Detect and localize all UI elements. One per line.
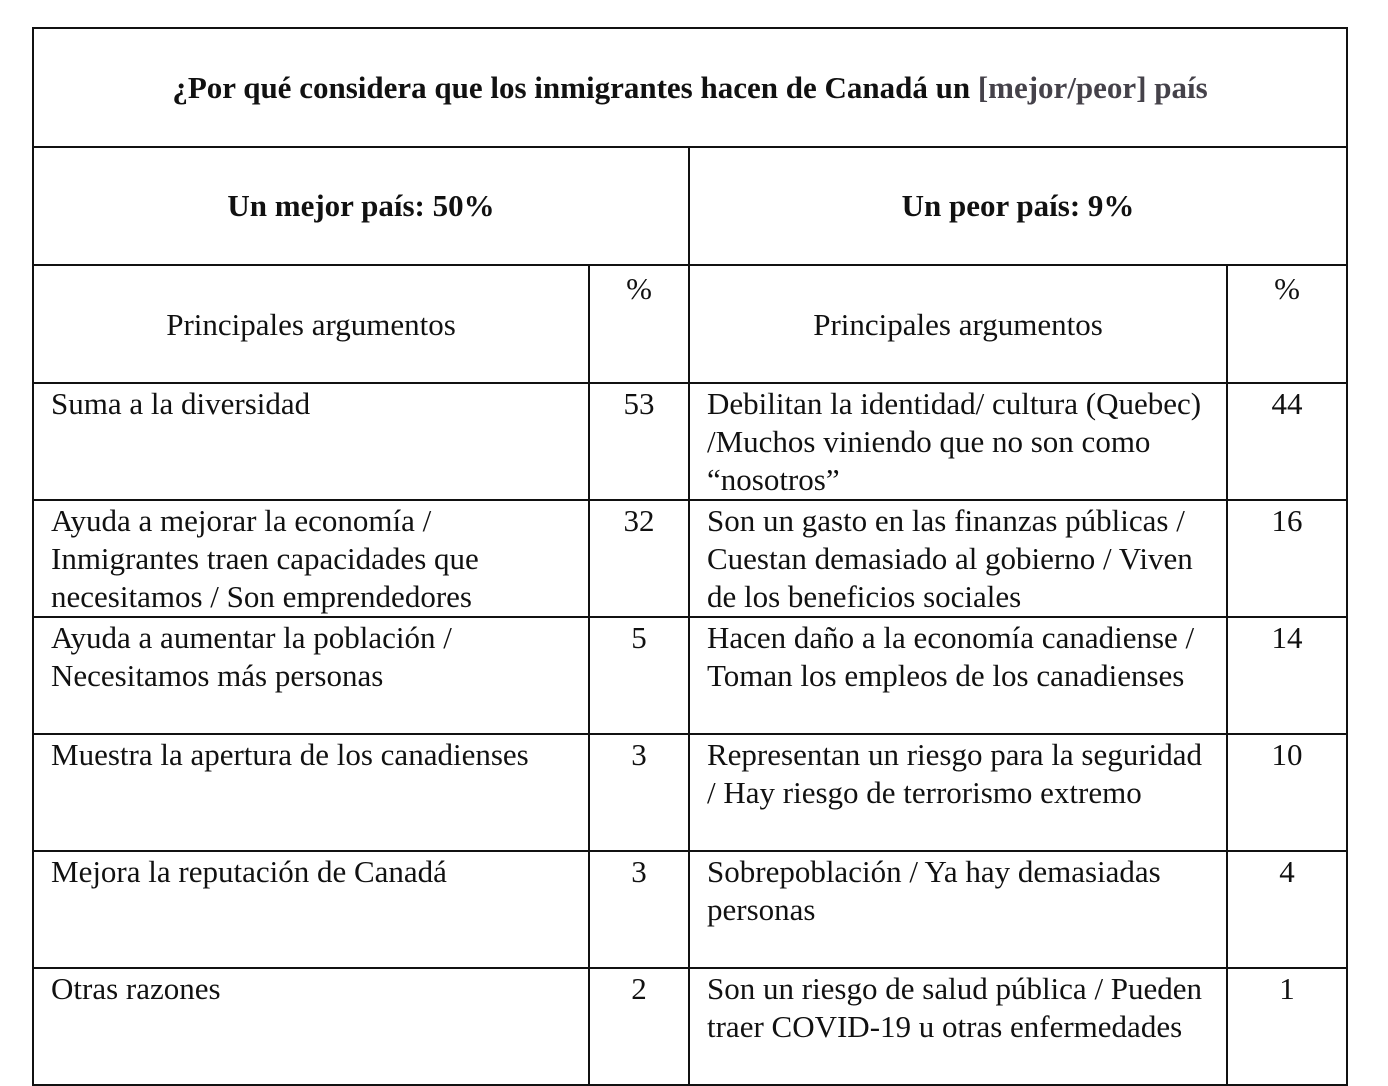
table-row	[33, 851, 1347, 968]
title-accent: [mejor/peor] país	[977, 69, 1208, 105]
better-argument: Muestra la apertura de los canadienses	[33, 734, 589, 851]
survey-table	[32, 27, 1348, 1086]
table-row	[33, 968, 1347, 1085]
better-percent: 3	[589, 734, 689, 851]
worse-argument: Debilitan la identidad/ cultura (Quebec) /Muchos viniendo que no son como “nosotros”	[689, 383, 1227, 500]
better-argument: Otras razones	[33, 968, 589, 1085]
better-heading: Un mejor país: 50%	[33, 147, 689, 265]
table-row	[33, 617, 1347, 734]
worse-percent: 14	[1227, 617, 1347, 734]
title-prefix: ¿Por qué considera que los inmigrantes hacen de Canadá un	[172, 69, 978, 105]
better-column-header	[33, 265, 589, 383]
worse-column-header	[689, 265, 1227, 383]
subheading-row	[33, 147, 1347, 265]
worse-argument: Hacen daño a la economía canadiense / Toman los empleos de los canadienses	[689, 617, 1227, 734]
table-row	[33, 734, 1347, 851]
worse-pct-header: %	[1227, 265, 1347, 383]
worse-percent: 10	[1227, 734, 1347, 851]
better-argument: Suma a la diversidad	[33, 383, 589, 500]
table-row	[33, 500, 1347, 617]
title-row	[33, 28, 1347, 147]
table-title	[33, 28, 1347, 147]
worse-percent: 16	[1227, 500, 1347, 617]
worse-argument: Representan un riesgo para la seguridad / Hay riesgo de terrorismo extremo	[689, 734, 1227, 851]
worse-percent: 1	[1227, 968, 1347, 1085]
better-column-label: Principales argumentos	[166, 307, 456, 342]
better-pct-header: %	[589, 265, 689, 383]
better-argument: Ayuda a aumentar la población / Necesitamos más personas	[33, 617, 589, 734]
column-header-row	[33, 265, 1347, 383]
worse-column-label: Principales argumentos	[813, 307, 1103, 342]
worse-heading: Un peor país: 9%	[689, 147, 1347, 265]
better-argument: Mejora la reputación de Canadá	[33, 851, 589, 968]
better-percent: 32	[589, 500, 689, 617]
better-percent: 3	[589, 851, 689, 968]
worse-percent: 44	[1227, 383, 1347, 500]
better-argument: Ayuda a mejorar la economía / Inmigrantes traen capacidades que necesitamos / Son emprendedores	[33, 500, 589, 617]
worse-argument: Son un riesgo de salud pública / Pueden traer COVID-19 u otras enfermedades	[689, 968, 1227, 1085]
better-percent: 2	[589, 968, 689, 1085]
worse-argument: Son un gasto en las finanzas públicas / Cuestan demasiado al gobierno / Viven de los beneficios sociales	[689, 500, 1227, 617]
better-percent: 5	[589, 617, 689, 734]
better-percent: 53	[589, 383, 689, 500]
worse-argument: Sobrepoblación / Ya hay demasiadas personas	[689, 851, 1227, 968]
table-row	[33, 383, 1347, 500]
worse-percent: 4	[1227, 851, 1347, 968]
